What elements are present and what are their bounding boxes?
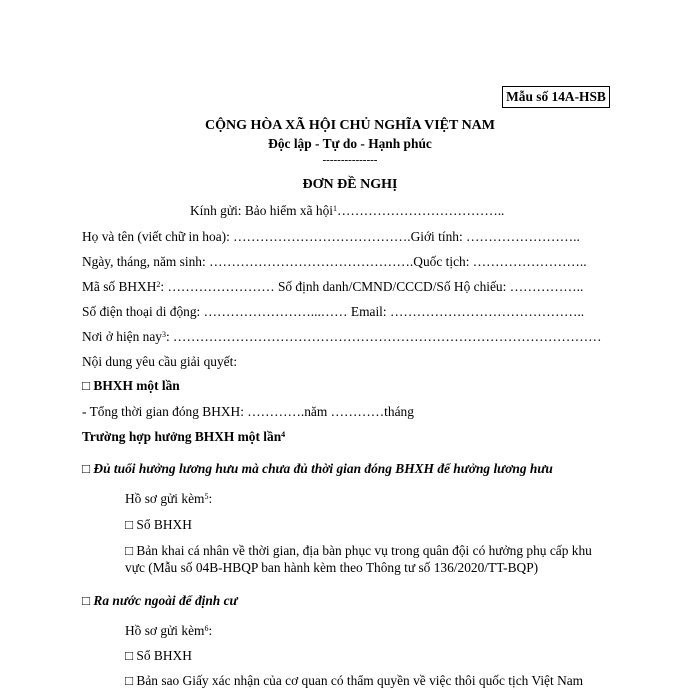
form-code-box: Mẫu số 14A-HSB [502, 86, 610, 108]
motto: Độc lập - Tự do - Hạnh phúc [268, 136, 432, 151]
header-divider: --------------- [322, 154, 378, 166]
attachments-colon: : [208, 491, 213, 506]
fullname-field[interactable]: Họ và tên (viết chữ in hoa): ………………………………….Giới tính: …………………….. [82, 229, 580, 244]
address-label: Nơi ở hiện nay [82, 329, 162, 344]
attachments-colon: : [208, 623, 213, 638]
recipient-text: Kính gửi: Bảo hiểm xã hội [190, 203, 334, 218]
nation-heading: CỘNG HÒA XÃ HỘI CHỦ NGHĨA VIỆT NAM [204, 118, 495, 133]
phone-email-field[interactable]: Số điện thoại di động: ……………………...…… Email: …………………………………….. [82, 304, 585, 319]
recipient-blank: ……………………………….. [337, 203, 505, 218]
dob-field[interactable]: Ngày, tháng, năm sinh: ……………………………………….Quốc tịch: …………………….. [82, 254, 587, 269]
total-time-field[interactable]: - Tổng thời gian đóng BHXH: ………….năm …………tháng [82, 404, 414, 419]
attach-personal-declaration-checkbox[interactable]: □ Bản khai cá nhân về thời gian, địa bàn phục vụ trong quân đội có hưởng phụ cấp khu [125, 543, 592, 558]
footnote-ref: 4 [281, 430, 286, 439]
address-field[interactable] [82, 329, 602, 345]
footnote-ref: 5 [204, 492, 209, 501]
attach-nationality-copy-checkbox[interactable]: □ Bản sao Giấy xác nhận của cơ quan có thẩm quyền về việc thôi quốc tịch Việt Nam [125, 673, 584, 688]
footnote-ref: 6 [204, 624, 209, 633]
recipient-line [190, 203, 504, 219]
attachments-label-2 [125, 623, 212, 639]
cases-heading [82, 429, 285, 445]
attachments-text: Hồ sơ gửi kèm [125, 623, 205, 638]
bhxh-label: Mã số BHXH [82, 279, 157, 294]
document-title: ĐƠN ĐỀ NGHỊ [302, 177, 398, 192]
option-bhxh-checkbox[interactable]: □ BHXH một lần [82, 378, 180, 393]
bhxh-id-field[interactable] [82, 279, 583, 295]
personal-declaration-line-2: vực (Mẫu số 04B-HBQP ban hành kèm theo Thông tư số 136/2020/TT-BQP) [125, 560, 539, 575]
bhxh-blanks: : …………………… Số định danh/CMND/CCCD/Số Hộ chiếu: …………….. [160, 279, 584, 294]
request-label: Nội dung yêu cầu giải quyết: [82, 354, 238, 369]
attach-so-bhxh-checkbox-2[interactable]: □ Sổ BHXH [125, 648, 192, 663]
attachments-text: Hồ sơ gửi kèm [125, 491, 205, 506]
case-emigration-checkbox[interactable]: □ Ra nước ngoài để định cư [82, 593, 238, 608]
case-retirement-age-checkbox[interactable]: □ Đủ tuổi hưởng lương hưu mà chưa đủ thời gian đóng BHXH để hưởng lương hưu [82, 461, 553, 476]
cases-title: Trường hợp hưởng BHXH một lần [82, 429, 282, 444]
attachments-label-1 [125, 491, 212, 507]
footnote-ref: 3 [161, 330, 166, 339]
footnote-ref: 1 [333, 204, 338, 213]
address-blank: : …………………………………………………………………………………… [165, 329, 602, 344]
attach-so-bhxh-checkbox-1[interactable]: □ Sổ BHXH [125, 517, 192, 532]
footnote-ref: 2 [156, 280, 161, 289]
